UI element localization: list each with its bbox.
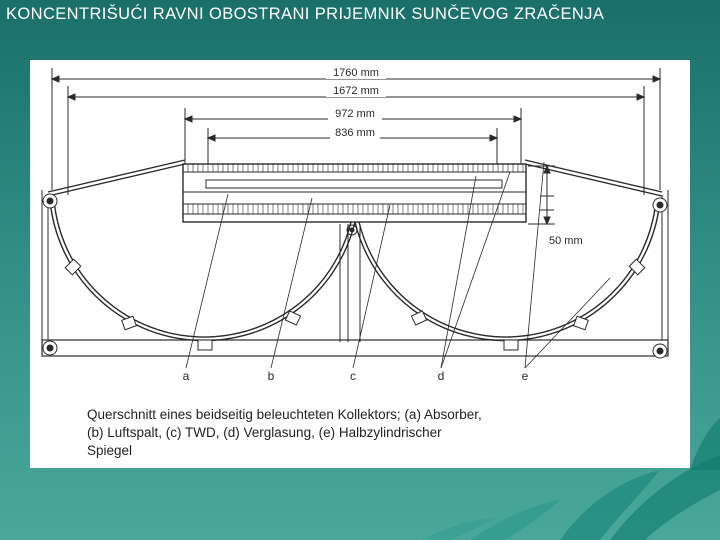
part-label-a: a — [182, 369, 190, 383]
part-label-d: d — [437, 369, 445, 383]
part-label-b: b — [267, 369, 275, 383]
slide-title: KONCENTRIŠUĆI RAVNI OBOSTRANI PRIJEMNIK SUNČEVOG ZRAČENJA — [6, 5, 605, 23]
dimension-label-50: 50 mm — [549, 235, 583, 247]
mirror-clips — [65, 259, 645, 350]
figure-caption — [87, 406, 647, 460]
figure-panel — [30, 60, 690, 468]
dimension-label-1760: 1760 mm — [333, 67, 379, 79]
corner-bolts — [43, 194, 667, 358]
center-support — [340, 224, 360, 342]
half-cylinder-mirrors — [50, 200, 660, 341]
glazing-cover — [48, 160, 662, 196]
dimension-label-1672: 1672 mm — [333, 85, 379, 97]
caption-line: Querschnitt eines beidseitig beleuchteten Kollektors; (a) Absorber, — [87, 407, 482, 422]
part-label-c: c — [350, 369, 356, 383]
part-label-e: e — [521, 369, 529, 383]
dimension-label-972: 972 mm — [335, 108, 375, 120]
collector-frame — [42, 190, 668, 356]
caption-line: (b) Luftspalt, (c) TWD, (d) Verglasung, (e) Halbzylindrischer — [87, 425, 442, 440]
leader-lines — [186, 162, 610, 368]
dimension-label-836: 836 mm — [335, 127, 375, 139]
absorber-block — [183, 164, 526, 222]
caption-line: Spiegel — [87, 443, 133, 458]
